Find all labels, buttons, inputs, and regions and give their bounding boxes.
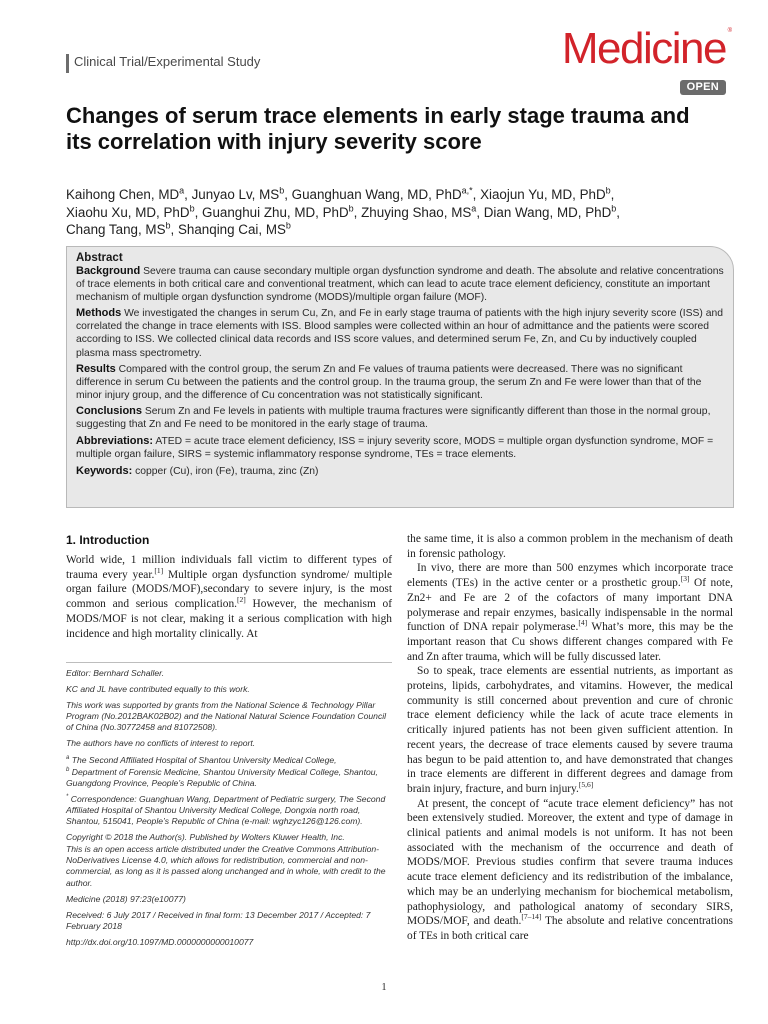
- affiliation-mark: b: [66, 766, 70, 773]
- footnote-funding: This work was supported by grants from the National Science & Technology Pillar Program (No.2012BAK02B02) and the National Natural Science Foundation Council of China (No.30772458 and 81072508).: [66, 700, 387, 733]
- left-column-body: [66, 553, 392, 641]
- journal-logo[interactable]: Medicine: [561, 24, 726, 73]
- results-label: Results: [76, 362, 116, 375]
- author-affiliation: b: [605, 185, 611, 196]
- abstract-box: [66, 246, 734, 508]
- author-name: Xiaohu Xu, MD, PhD: [66, 204, 190, 220]
- affiliation-text: Department of Forensic Medicine, Shantou University Medical College, Shantou, Guangdong Province, People’s Republic of China.: [66, 766, 378, 788]
- author-affiliation: a: [471, 203, 477, 214]
- body-paragraph: [407, 797, 733, 944]
- body-paragraph: [407, 664, 733, 796]
- background-label: Background: [76, 265, 141, 277]
- abbreviations-text: ATED = acute trace element deficiency, ISS = injury severity score, MODS = multiple organ dysfunction syndrome, MOF = multiple organ failure, SIRS = systemic inflammatory response syndrome, TEs = trace elements.: [76, 436, 714, 461]
- author-list: Kaihong Chen, MD$^a$, Junyao Lv, MS$^b$, Guanghuan Wang, MD, PhD$^{a,*}$, Xiaojun Yu, MD, PhD$^b$, Xiaohu Xu, MD, PhD$^b$, Guanghui Zhu, MD, PhD$^b$, Zhuying Shao, MS$^a$, Dian Wang, MD, PhD$^b$, Chang Tang, MS$^b$, Shanqing Cai, MS$^b$: [66, 185, 621, 237]
- abstract-background: [76, 265, 725, 304]
- conclusions-label: Conclusions: [76, 404, 143, 417]
- author-name: Kaihong Chen, MD: [66, 187, 180, 202]
- footnote-citation: Medicine (2018) 97:23(e10077): [66, 893, 186, 904]
- author-affiliation: b: [189, 203, 195, 214]
- citation-link[interactable]: [3]: [680, 574, 690, 584]
- text-run: In vivo, there are more than 500 enzymes which incorporate trace elements (TEs) in the active center or a prosthetic group.: [407, 562, 733, 590]
- author-name: Dian Wang, MD, PhD: [483, 204, 612, 220]
- methods-text: We investigated the changes in serum Cu, Zn, and Fe in early stage trauma of patients with the high injury severity score (ISS) and correlated the change in trace elements with ISS. Blood samples were collected within an hour of admittance and the patients were scored according to ISS. We collected clinical data records and ISS score values, and determined serum Fe, Zn, and Cu by inductively coupled plasma mass spectrometry.: [76, 308, 724, 359]
- abstract-methods: [76, 307, 725, 359]
- text-run: The absolute and relative concentrations of TEs in both critical care: [407, 915, 733, 942]
- author-affiliation: a,*: [461, 185, 473, 196]
- citation-link[interactable]: [5,6]: [578, 780, 594, 790]
- author-affiliation: a: [179, 185, 185, 196]
- author-affiliation: b: [611, 203, 617, 214]
- article-title: Changes of serum trace elements in early stage trauma and its correlation with injury severity score: [66, 103, 690, 154]
- author-name: Zhuying Shao, MS: [361, 204, 472, 220]
- correspondence-email[interactable]: (e-mail: wghzyc126@126.com).: [241, 816, 363, 827]
- citation-link[interactable]: [7–14]: [521, 912, 542, 922]
- registered-mark: ®: [727, 28, 732, 34]
- abbreviations-label: Abbreviations:: [76, 435, 154, 448]
- correspondence-text: Correspondence: Guanghuan Wang, Department of Pediatric surgery, The Second Affiliated Hospital of Shantou University Medical College, Dongxia north road, Shantou, 515041, People’s Republic of China: [66, 793, 386, 827]
- affiliation-mark: a: [66, 754, 70, 761]
- body-paragraph: [407, 561, 733, 664]
- keywords-text: copper (Cu), iron (Fe), trauma, zinc (Zn): [135, 466, 319, 478]
- body-paragraph: the same time, it is also a common problem in the mechanism of death in forensic pathology.: [407, 533, 733, 560]
- author-affiliation: b: [348, 203, 354, 214]
- background-text: Severe trauma can cause secondary multiple organ dysfunction syndrome and death. The absolute and relative concentrations of trace elements in both critical care and conventional treatment, which can lead to acute trace element deficiency, constitute an important mechanism of multiple organ dysfunction syndrome (MODS)/multiple organ failure (MOF).: [76, 266, 724, 304]
- abstract-abbreviations: [76, 435, 725, 461]
- footnote-conflicts: The authors have no conflicts of interest to report.: [66, 738, 256, 749]
- conclusions-text: Serum Zn and Fe levels in patients with multiple trauma fractures were significantly different than those in the normal group, suggesting that Zn and Fe need to be monitored in the early stage of trauma.: [76, 405, 711, 431]
- footnote-equal-contribution: KC and JL have contributed equally to this work.: [66, 684, 250, 695]
- results-text: Compared with the control group, the serum Zn and Fe values of trauma patients were decreased. There was no significant difference in serum Cu between the patients and the control group. In the trauma group, the serum Zn and Fe were lower than that of the minor injury group, and the difference of Cu concentration was not statistically significant.: [76, 363, 702, 401]
- citation-link[interactable]: [2]: [237, 595, 246, 605]
- author-name: Guanghui Zhu, MD, PhD: [202, 204, 349, 220]
- page-header: [66, 24, 732, 93]
- author-affiliation: b: [285, 220, 291, 231]
- footnote-affiliation-a: [66, 755, 392, 766]
- footnote-license: This is an open access article distributed under the Creative Commons Attribution-NoDerivatives License 4.0, which allows for redistribution, commercial and non-commercial, as long as it is passed along unchanged and in whole, with credit to the author.: [66, 844, 386, 888]
- footnotes: [66, 668, 392, 953]
- correspondence-mark: *: [66, 793, 69, 800]
- open-access-badge: OPEN: [680, 80, 726, 95]
- page-number: 1: [381, 982, 387, 993]
- footnote-divider: [66, 662, 392, 663]
- author-affiliation: b: [165, 220, 171, 231]
- abstract-results: [76, 363, 725, 402]
- author-name: Shanqing Cai, MS: [177, 222, 286, 237]
- right-column-body: [407, 532, 733, 944]
- text-run: What’s more, this may be the important reason that Cu shows different changes compared with Fe and Zn after trauma, which will be fully discussed later.: [407, 621, 733, 663]
- methods-label: Methods: [76, 307, 122, 320]
- body-paragraph: [66, 553, 392, 641]
- footnote-doi[interactable]: http://dx.doi.org/10.1097/MD.0000000000010077: [66, 936, 254, 947]
- footnote-editor: Editor: Bernhard Schaller.: [66, 668, 165, 678]
- text-run: So to speak, trace elements are essential nutrients, as important as proteins, lipids, carbohydrates, and vitamins. However, the medical community is still concerned about prevention and cure of chronic trace element deficiency while the lack of acute trace elements in critically injured patients has not been given sufficient attention. In recent years, the decrease of trace elements caused by severe trauma has begun to be paid attention to, and have demonstrated that changes in trace elements are different in different degrees and damage from brain injury, fracture, and burn injury.: [407, 665, 733, 795]
- abstract-heading: Abstract: [76, 252, 123, 264]
- abstract-keywords: [76, 465, 725, 478]
- text-run: At present, the concept of “acute trace element deficiency” has not been extensively studied. Moreover, the extent and type of damage in clinical patients and animal models is not uniform. It has not been associated with the mechanism of the occurrence and death of MODS/MOF. Previous studies confirm that severe trauma induces acute trace element deficiency and its redistribution of the imbalance, which may be an underlying mechanism for biochemical metabolism, pathophysiology, and pathological anatomy of secondary SIRS, MODS/MOF, and death.: [407, 797, 733, 928]
- text-run: However, the mechanism of MODS/MOF is not clear, making it a serious complication with high incidence and high mortality clinically. At: [66, 598, 393, 640]
- footnote-affiliation-b: [66, 767, 392, 789]
- introduction-heading: 1. Introduction: [66, 533, 150, 547]
- citation-link[interactable]: [1]: [154, 565, 164, 575]
- article-type-label: Clinical Trial/Experimental Study: [74, 54, 261, 69]
- footnote-copyright: Copyright © 2018 the Author(s). Published by Wolters Kluwer Health, Inc.: [66, 832, 345, 843]
- text-run: Of note, Zn2+ and Fe are 2 of the cofactors of many important DNA polymerase and repair enzymes, basically indispensable in the normal function of DNA repair polymerase.: [407, 577, 733, 634]
- affiliation-text: The Second Affiliated Hospital of Shantou University Medical College,: [69, 754, 337, 765]
- author-name: Chang Tang, MS: [66, 222, 166, 237]
- keywords-label: Keywords:: [76, 465, 133, 478]
- footnote-correspondence: [66, 794, 392, 827]
- author-name: Xiaojun Yu, MD, PhD: [480, 187, 606, 202]
- text-run: World wide, 1 million individuals fall victim to different types of trauma every year.: [66, 554, 392, 581]
- abstract-conclusions: [76, 405, 725, 431]
- citation-link[interactable]: [4]: [578, 618, 588, 628]
- footnote-dates: Received: 6 July 2017 / Received in final form: 13 December 2017 / Accepted: 7 February 2018: [66, 909, 371, 931]
- author-name: Junyao Lv, MS: [191, 187, 280, 202]
- text-run: Multiple organ dysfunction syndrome/ multiple organ failure (MODS/MOF),secondary to severe injury, is the most common and serious complication.: [66, 568, 392, 611]
- author-name: Guanghuan Wang, MD, PhD: [291, 187, 462, 202]
- author-affiliation: b: [279, 185, 285, 196]
- section-bar: [66, 54, 69, 73]
